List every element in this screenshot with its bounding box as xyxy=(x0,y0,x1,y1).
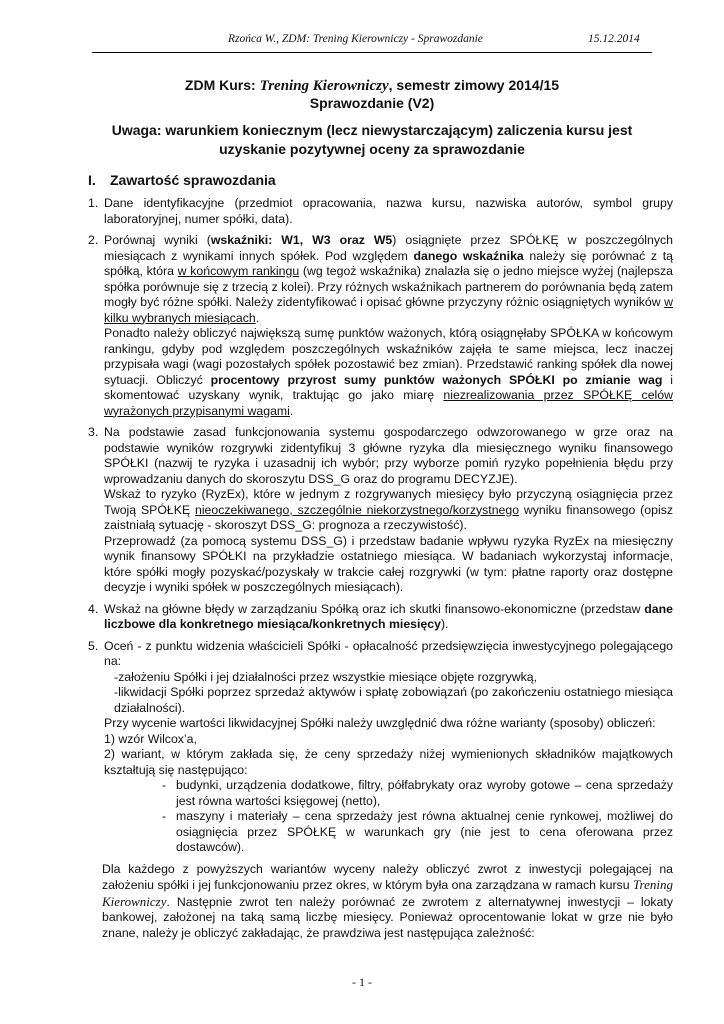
list-item-3 xyxy=(88,425,673,596)
text-run-bold: procentowy przyrost sumy punktów ważonych SPÓŁKI po zmianie wag xyxy=(210,372,663,387)
item-number: 3. xyxy=(88,425,99,439)
item-paragraph xyxy=(104,233,673,326)
text-run-bold: wskaźniki: W1, W3 oraz W5 xyxy=(210,233,393,247)
variant-line: 1) wzór Wilcox’a, xyxy=(104,731,197,746)
warning-note: Uwaga: warunkiem koniecznym (lecz niewystarczającym) zaliczenia kursu jest uzyskanie pozytywnej oceny za sprawozdanie xyxy=(111,122,633,157)
text-run: należy się porównać z tą spółką, która xyxy=(104,248,673,278)
dash-list-item xyxy=(104,809,673,856)
page-number: - 1 - xyxy=(352,975,372,989)
dash-text: maszyny i materiały – cena sprzedaży jest równa aktualnej cenie rynkowej, możliwej do osiągnięcia przez SPÓŁKĘ w warunkach gry (nie jest to cena oferowana przez dostawców). xyxy=(176,809,673,854)
text-run-underlined: niezrealizowania przez SPÓŁKĘ celów wyrażonych przypisanymi wagami xyxy=(104,388,673,418)
title-suffix: , semestr zimowy 2014/15 xyxy=(388,77,560,93)
section-heading xyxy=(88,172,276,188)
text-run: Wskaż na główne błędy w zarządzaniu Spółką oraz ich skutki finansowo-ekonomiczne (przedstaw xyxy=(104,601,645,616)
item-number: 5. xyxy=(88,638,99,653)
text-run: . xyxy=(289,403,294,418)
text-run: (wg tegoż wskaźnika) znalazła się o jedno miejsce wyżej (najlepsza spółka porównuje się z trzecią z kolei). Przy różnych wskaźnikach partnerem do porównania będą zatem mogły być różne spółki. Należy zidentyfikować i opisać główne przyczyny różnic osiągniętych wyników xyxy=(104,264,673,309)
text-run: wyniku finansowego (opisz zaistniałą sytuację - skoroszyt DSS_G: prognoza a rzeczywistość). xyxy=(104,502,673,532)
header-title: Rzońca W., ZDM: Trening Kierowniczy - Sprawozdanie xyxy=(228,33,483,45)
text-run-bold: danego wskaźnika xyxy=(413,248,524,263)
text-run: Ponadto należy obliczyć największą sumę punktów ważonych, którą osiągnęłaby SPÓŁKA w końcowym rankingu, gdyby pod względem poszczególnych wskaźników zajęła te same miejsca, lecz inaczej przypisała wagi (wagi pozostałych spółek pozostawić bez zmian). Przedstawić ranking spółek dla nowej sytuacji. Obliczyć xyxy=(104,326,673,387)
title-subtitle: Sprawozdanie (V2) xyxy=(309,95,435,111)
text-run-underlined: nieoczekiwanego, szczególnie niekorzystnego/korzystnego xyxy=(194,502,520,517)
text-run: . xyxy=(255,310,260,325)
item-paragraph xyxy=(104,326,673,419)
item-paragraph: Oceń - z punktu widzenia właścicieli Spółki - opłacalność przedsięwzięcia inwestycyjnego polegającego na: xyxy=(104,638,673,668)
item-number: 1. xyxy=(88,196,99,210)
section-number: I. xyxy=(88,172,96,188)
item-paragraph: Na podstawie zasad funkcjonowania systemu gospodarczego odwzorowanego w grze oraz na podstawie wyników rozgrywki zidentyfikuj 3 główne ryzyka dla miesięcznego wyniku finansowego SPÓŁKI (nazwij te ryzyka i uzasadnij ich wybór; przy wyborze pomiń ryzyko popełnienia błędu przy wprowadzaniu danych do skoroszytu DSS_G oraz do programu DECYZJE). xyxy=(104,425,673,486)
text-run-underlined: w kilku wybranych miesiącach xyxy=(104,295,673,325)
item-paragraph xyxy=(104,487,673,534)
text-run: ). xyxy=(440,617,449,631)
text-run-underlined: w końcowym rankingu xyxy=(177,264,300,278)
item-paragraph: Przeprowadź (za pomocą systemu DSS_G) i przedstaw badanie wpływu ryzyka RyzEx na miesięczny wynik finansowy SPÓŁKI na przykładzie ostatniego miesiąca. W badaniach wykorzystaj informacje, które spółki mogły pozyskać/pozyskały w trakcie całej rozgrywki (w tym: płatne raporty oraz dostępne decyzje i wyniki spółek w poszczególnych miesiącach). xyxy=(104,533,673,594)
list-item-5 xyxy=(88,639,673,856)
dash-bullet: - xyxy=(162,809,167,823)
item-text: Dane identyfikacyjne (przedmiot opracowania, nazwa kursu, nazwiska autorów, symbol grupy laboratoryjnej, numer spółki, data). xyxy=(104,196,673,226)
item-subline: -założeniu Spółki i jej działalności przez wszystkie miesiące objęte rozgrywką, xyxy=(114,669,538,684)
page-header xyxy=(0,33,724,51)
title-prefix: ZDM Kurs: xyxy=(184,77,260,93)
item-number: 2. xyxy=(88,233,99,247)
document-body xyxy=(88,196,673,941)
dash-bullet: - xyxy=(162,778,167,792)
header-divider xyxy=(92,52,652,53)
text-run: Porównaj wyniki ( xyxy=(104,233,211,247)
text-run: Wskaż to ryzyko (RyzEx), które w jednym z rozgrywanych miesięcy było przyczyną osiągnięcia przez Twoją SPÓŁKĘ xyxy=(104,487,673,517)
title-course: Trening Kierowniczy xyxy=(259,78,389,94)
list-item-1 xyxy=(88,196,673,227)
text-run: Dla każdego z powyższych wariantów wyceny należy obliczyć zwrot z inwestycji polegającej na założeniu spółki i jej funkcjonowaniu przez okres, w którym była ona zarządzana w ramach kursu xyxy=(102,861,673,892)
item-paragraph: Przy wycenie wartości likwidacyjnej Spółki należy uwzględnić dwa różne warianty (sposoby) obliczeń: xyxy=(104,716,656,730)
item-paragraph xyxy=(104,602,673,633)
list-item-2 xyxy=(88,233,673,419)
text-run: ) osiągnięte przez SPÓŁKĘ w poszczególnych miesiącach z wynikami innych spółek. Pod względem xyxy=(104,233,673,263)
dash-text: budynki, urządzenia dodatkowe, filtry, półfabrykaty oraz wyroby gotowe – cena sprzedaży jest równa wartości księgowej (netto), xyxy=(176,778,673,808)
list-item-4 xyxy=(88,602,673,633)
item-subline: -likwidacji Spółki poprzez sprzedaż aktywów i spłatę zobowiązań (po zakończeniu ostatniego miesiąca działalności). xyxy=(114,685,673,715)
variant-line: 2) wariant, w którym zakłada się, że ceny sprzedaży niżej wymienionych składników majątkowych kształtują się następująco: xyxy=(104,747,673,777)
header-date: 15.12.2014 xyxy=(588,33,640,45)
closing-paragraph xyxy=(88,862,673,942)
text-run-italic: Trening Kierowniczy xyxy=(102,877,673,909)
text-run: . Następnie zwrot ten należy porównać ze zwrotem z alternatywnej inwestycji – lokaty bankowej, założonej na taką samą liczbę miesięcy. Ponieważ oprocentowanie lokat w grze nie było znane, należy je obliczyć zakładając, że prawdziwa jest następująca zależność: xyxy=(102,894,673,940)
section-title: Zawartość sprawozdania xyxy=(110,172,276,188)
item-number: 4. xyxy=(88,601,99,616)
text-run: i skomentować uzyskany wynik, traktując go jako miarę xyxy=(104,372,674,402)
document-title xyxy=(92,77,652,112)
dash-list-item xyxy=(104,778,673,809)
text-run-bold: dane liczbowe dla konkretnego miesiąca/konkretnych miesięcy xyxy=(104,601,673,631)
